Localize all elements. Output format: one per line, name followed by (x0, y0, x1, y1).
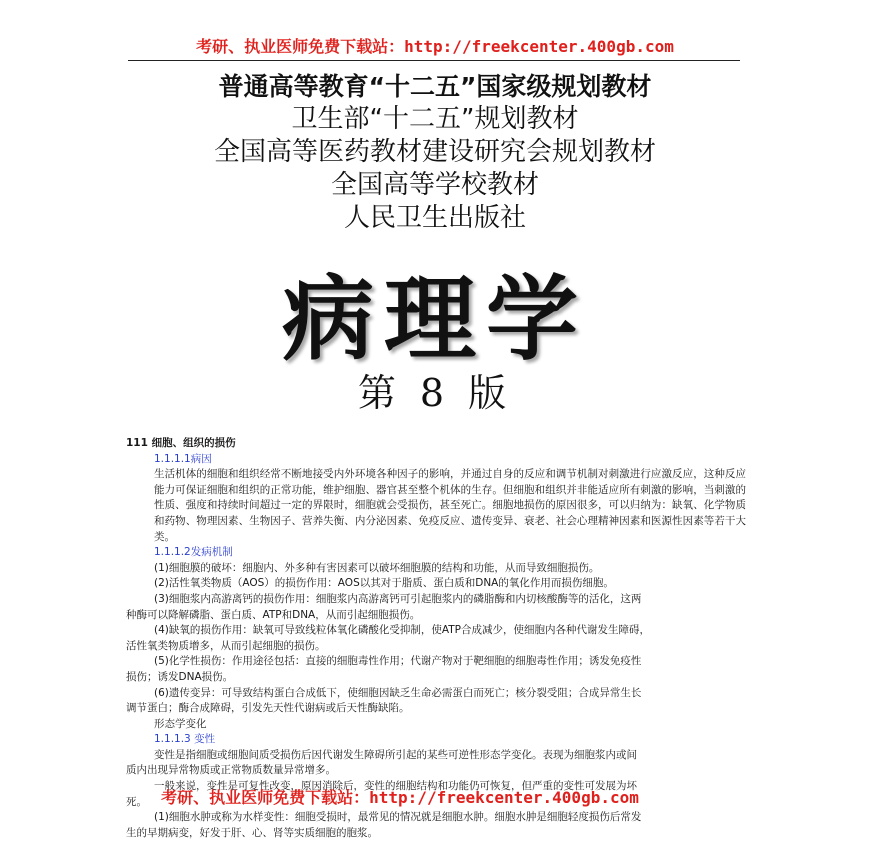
series-title-line2: 卫生部“十二五”规划教材 (291, 104, 579, 134)
section-heading: 111 细胞、组织的损伤 (126, 437, 236, 449)
mechanism-item-cont: 种酶可以降解磷脂、蛋白质、ATP和DNA，从而引起细胞损伤。 (126, 608, 421, 621)
header-download-banner (0, 34, 870, 57)
degeneration-paragraph-cont: 质内出现异常物质或正常物质数量异常增多。 (126, 764, 336, 777)
mechanism-item: (2)活性氧类物质（AOS）的损伤作用：AOS以其对于脂质、蛋白质和DNA的氧化作用而损伤细胞。 (154, 577, 614, 590)
subsection-heading-mechanism: 1.1.1.2发病机制 (154, 546, 233, 559)
degeneration-paragraph: (1)细胞水肿或称为水样变性：细胞受损时，最常见的情况就是细胞水肿。细胞水肿是细胞轻度损伤后常发 (154, 811, 642, 824)
edition-label: 第 8 版 (357, 371, 513, 415)
header-prefix: 考研、执业医师免费下载站： (196, 37, 405, 56)
series-title-line3: 全国高等医药教材建设研究会规划教材 (213, 137, 656, 167)
mechanism-item-cont: 活性氧类物质增多，从而引起细胞的损伤。 (126, 639, 326, 652)
degeneration-paragraph-cont: 生的早期病变，好发于肝、心、肾等实质细胞的胞浆。 (126, 826, 378, 839)
degeneration-paragraph: 一般来说，变性是可复性改变，原因消除后，变性的细胞结构和功能仍可恢复，但严重的变性可发展为坏 (154, 780, 637, 793)
header-url-link[interactable]: http://freekcenter.400gb.com (404, 37, 674, 56)
footer-url-link[interactable]: http://freekcenter.400gb.com (369, 788, 639, 807)
subsection-heading-degeneration: 1.1.1.3 变性 (154, 733, 216, 746)
header-divider (128, 60, 740, 61)
mechanism-item-cont: 调节蛋白；酶合成障碍，引发先天性代谢病或后天性酶缺陷。 (126, 702, 410, 715)
mechanism-item: (3)细胞浆内高游离钙的损伤作用：细胞浆内高游离钙可引起胞浆内的磷脂酶和内切核酸酶等的活化，这两 (154, 592, 642, 605)
mechanism-item-cont: 损伤；诱发DNA损伤。 (126, 670, 234, 683)
subsection-heading-etiology: 1.1.1.1病因 (154, 452, 212, 465)
series-title-line4: 全国高等学校教材 (330, 170, 539, 200)
publisher-name: 人民卫生出版社 (343, 203, 526, 233)
series-title-line1: 普通高等教育“十二五”国家级规划教材 (218, 72, 652, 101)
paragraph-etiology: 生活机体的细胞和组织经常不断地接受内外环境各种因子的影响，并通过自身的反应和调节机制对刺激进行应激反应，这种反应能力可保证细胞和组织的正常功能，维护细胞、器官甚至整个机体的生存。但细胞和组织并非能适应所有刺激的影响，当刺激的性质、强度和持续时间超过一定的界限时，细胞就会受损伤，甚至死亡。细胞地损伤的原因很多，可以归纳为：缺氧、化学物质和药物、物理因素、生物因子、营养失衡、内分泌因素、免疫反应、遗传变异、衰老、社会心理精神因素和医源性因素等若干大类。 (154, 468, 746, 543)
publication-info (0, 70, 870, 235)
footer-download-banner (0, 785, 800, 808)
content-body (126, 436, 746, 841)
mechanism-item: (6)遗传变异：可导致结构蛋白合成低下，使细胞因缺乏生命必需蛋白而死亡；核分裂受阻；合成异常生长 (154, 686, 642, 699)
degeneration-paragraph-cont: 死。 (126, 795, 147, 808)
mechanism-item: (4)缺氧的损伤作用：缺氧可导致线粒体氧化磷酸化受抑制，使ATP合成减少，使细胞内各种代谢发生障碍， (154, 624, 650, 637)
book-title: 病理学 (281, 266, 588, 373)
morphology-heading: 形态学变化 (154, 717, 207, 730)
mechanism-item: (1)细胞膜的破坏：细胞内、外多种有害因素可以破坏细胞膜的结构和功能，从而导致细胞损伤。 (154, 561, 600, 574)
mechanism-item: (5)化学性损伤：作用途径包括：直接的细胞毒性作用；代谢产物对于靶细胞的细胞毒性作用；诱发免疫性 (154, 655, 642, 668)
degeneration-paragraph: 变性是指细胞或细胞间质受损伤后因代谢发生障碍所引起的某些可逆性形态学变化。表现为细胞浆内或间 (154, 748, 637, 761)
footer-prefix: 考研、执业医师免费下载站： (161, 788, 370, 807)
